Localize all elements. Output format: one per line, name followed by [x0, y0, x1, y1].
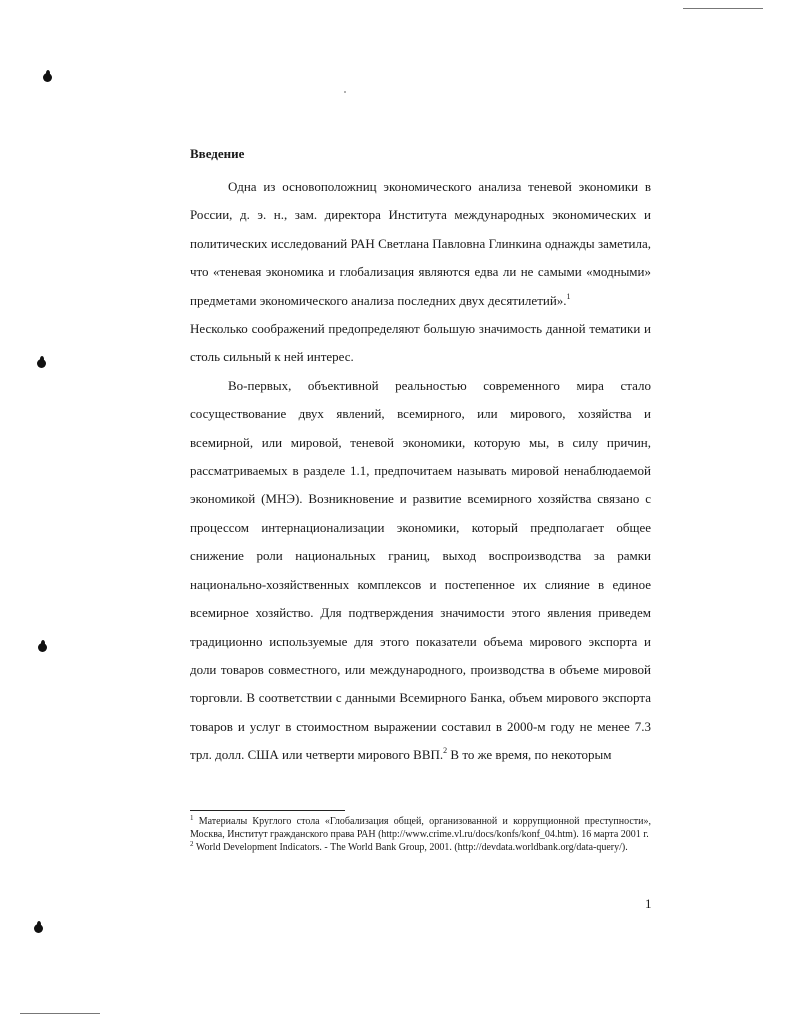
punch-hole-mark — [43, 73, 52, 82]
scan-line — [683, 8, 763, 9]
page-number: 1 — [645, 896, 652, 911]
punch-hole-mark — [38, 643, 47, 652]
footnote-ref-2: 2 — [443, 746, 448, 756]
punch-hole-mark — [37, 359, 46, 368]
footnote-2: $^2$ World Development Indicators. - The World Bank Group, 2001. (http://devdata.worldbank.org/data-query/). — [190, 840, 628, 853]
footnote-1: $^1$ Материалы Круглого стола «Глобализация общей, организованной и коррупционной преступности», Москва, Институт гражданского права РАН (http://www.crime.vl.ru/docs/konfs/konf_04.htm). 16 марта 2001 г. — [190, 814, 651, 840]
punch-hole-mark — [34, 924, 43, 933]
paragraph-1: Одна из основоположниц экономического анализа теневой экономики в России, д. э. н., зам. директора Института международных экономических и политических исследований РАН Светлана Павловна Глинкина однажды заметила, что «теневая экономика и глобализация являются едва ли не самыми «модными» предметами экономического анализа последних двух десятилетий».$^1$ Несколько соображений предопределяют большую значимость данной тематики и столь сильный к ней интерес. — [190, 179, 651, 365]
section-heading: Введение — [190, 146, 245, 161]
footnote-ref-1: 1 — [566, 291, 571, 301]
scan-speck — [344, 91, 346, 93]
paragraph-2: Во-первых, объективной реальностью современного мира стало сосуществование двух явлений, всемирного, или мирового, хозяйства и всемирной, или мировой, теневой экономики, которую мы, в силу причин, рассматриваемых в разделе 1.1, предпочитаем называть мировой ненаблюдаемой экономикой (МНЭ). Возникновение и развитие всемирного хозяйства связано с процессом интернационализации экономики, который предполагает общее снижение роли национальных границ, выход воспроизводства за рамки национально-хозяйственных комплексов и постепенное их слияние в единое всемирное хозяйство. Для подтверждения значимости этого явления приведем традиционно используемые для этого показатели объема мирового экспорта и доли товаров совместного, или международного, производства в объеме мировой торговли. В соответствии с данными Всемирного Банка, объем мирового экспорта товаров и услуг в стоимостном выражении составил в 2000-м году не менее 7.3 трл. долл. США или четверти мирового ВВП.$^2$ В то же время, по некоторым — [190, 377, 651, 763]
body-text — [190, 173, 651, 770]
footnotes — [190, 815, 651, 854]
scan-line — [20, 1013, 100, 1014]
footnote-separator — [190, 810, 345, 811]
